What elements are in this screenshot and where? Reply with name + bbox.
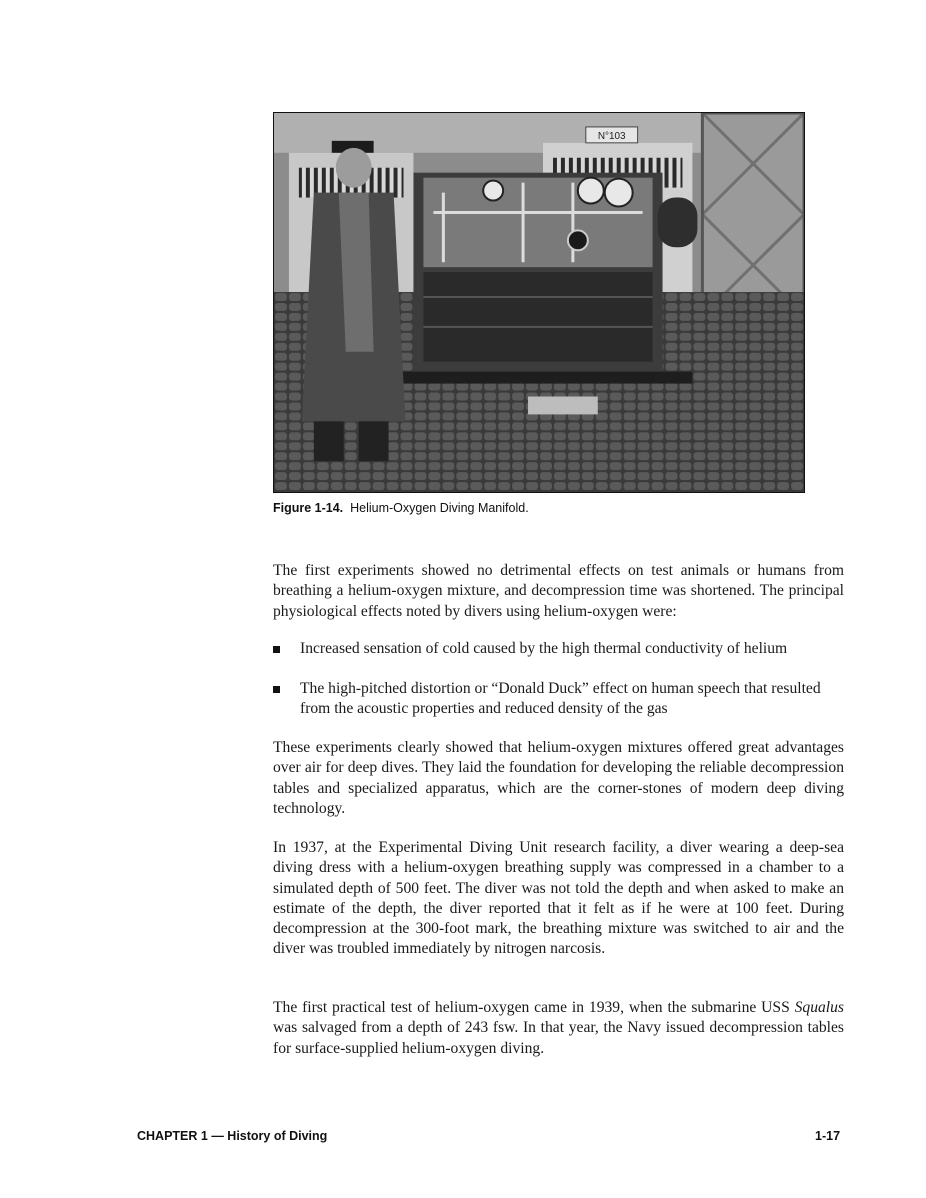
footer-page-number: 1-17	[815, 1129, 841, 1143]
figure-photo	[273, 112, 805, 493]
bullet-square-icon	[273, 686, 280, 693]
bullet-text: The high-pitched distortion or “Donald Duck” effect on human speech that resulted from the acoustic properties and reduced density of the gas	[300, 680, 821, 718]
paragraph-4	[273, 998, 844, 1059]
figure-number: Figure 1-14.	[273, 501, 344, 515]
paragraph-4-start: The first practical test of helium-oxygen came in 1939, when the submarine USS	[273, 999, 795, 1016]
bullet-text: Increased sensation of cold caused by the high thermal conductivity of helium	[300, 640, 788, 657]
bullet-item-cold	[273, 639, 844, 659]
door-number-plate: N°103	[597, 130, 626, 142]
paragraph-3: In 1937, at the Experimental Diving Unit research facility, a diver wearing a deep-sea diving dress with a helium-oxygen breathing supply was compressed in a chamber to a simulated depth of 500 feet. The diver was not told the depth and when asked to make an estimate of the depth, the diver reported that it felt as if he were at 100 feet. During decompression at the 300-foot mark, the breathing mixture was switched to air and the diver was troubled immediately by nitrogen narcosis.	[273, 839, 844, 958]
footer-chapter-title: CHAPTER 1 — History of Diving	[137, 1129, 328, 1143]
ship-name: Squalus	[794, 999, 844, 1016]
bullet-square-icon	[273, 646, 280, 653]
paragraph-1: The first experiments showed no detrimental effects on test animals or humans from breathing a helium-oxygen mixture, and decompression time was shortened. The principal physiological effects noted by divers using helium-oxygen were:	[273, 562, 844, 620]
paragraph-4-end: was salvaged from a depth of 243 fsw. In that year, the Navy issued decompression tables for surface-supplied helium-oxygen diving.	[273, 1019, 844, 1057]
manifold-photo-image	[274, 113, 804, 492]
figure-caption	[273, 501, 529, 515]
paragraph-2: These experiments clearly showed that helium-oxygen mixtures offered great advantages over air for deep dives. They laid the foundation for developing the reliable decompression tables and specialized apparatus, which are the corner-stones of modern deep diving technology.	[273, 739, 844, 817]
figure-title: Helium-Oxygen Diving Manifold.	[350, 501, 529, 515]
bullet-item-voice	[273, 679, 844, 720]
